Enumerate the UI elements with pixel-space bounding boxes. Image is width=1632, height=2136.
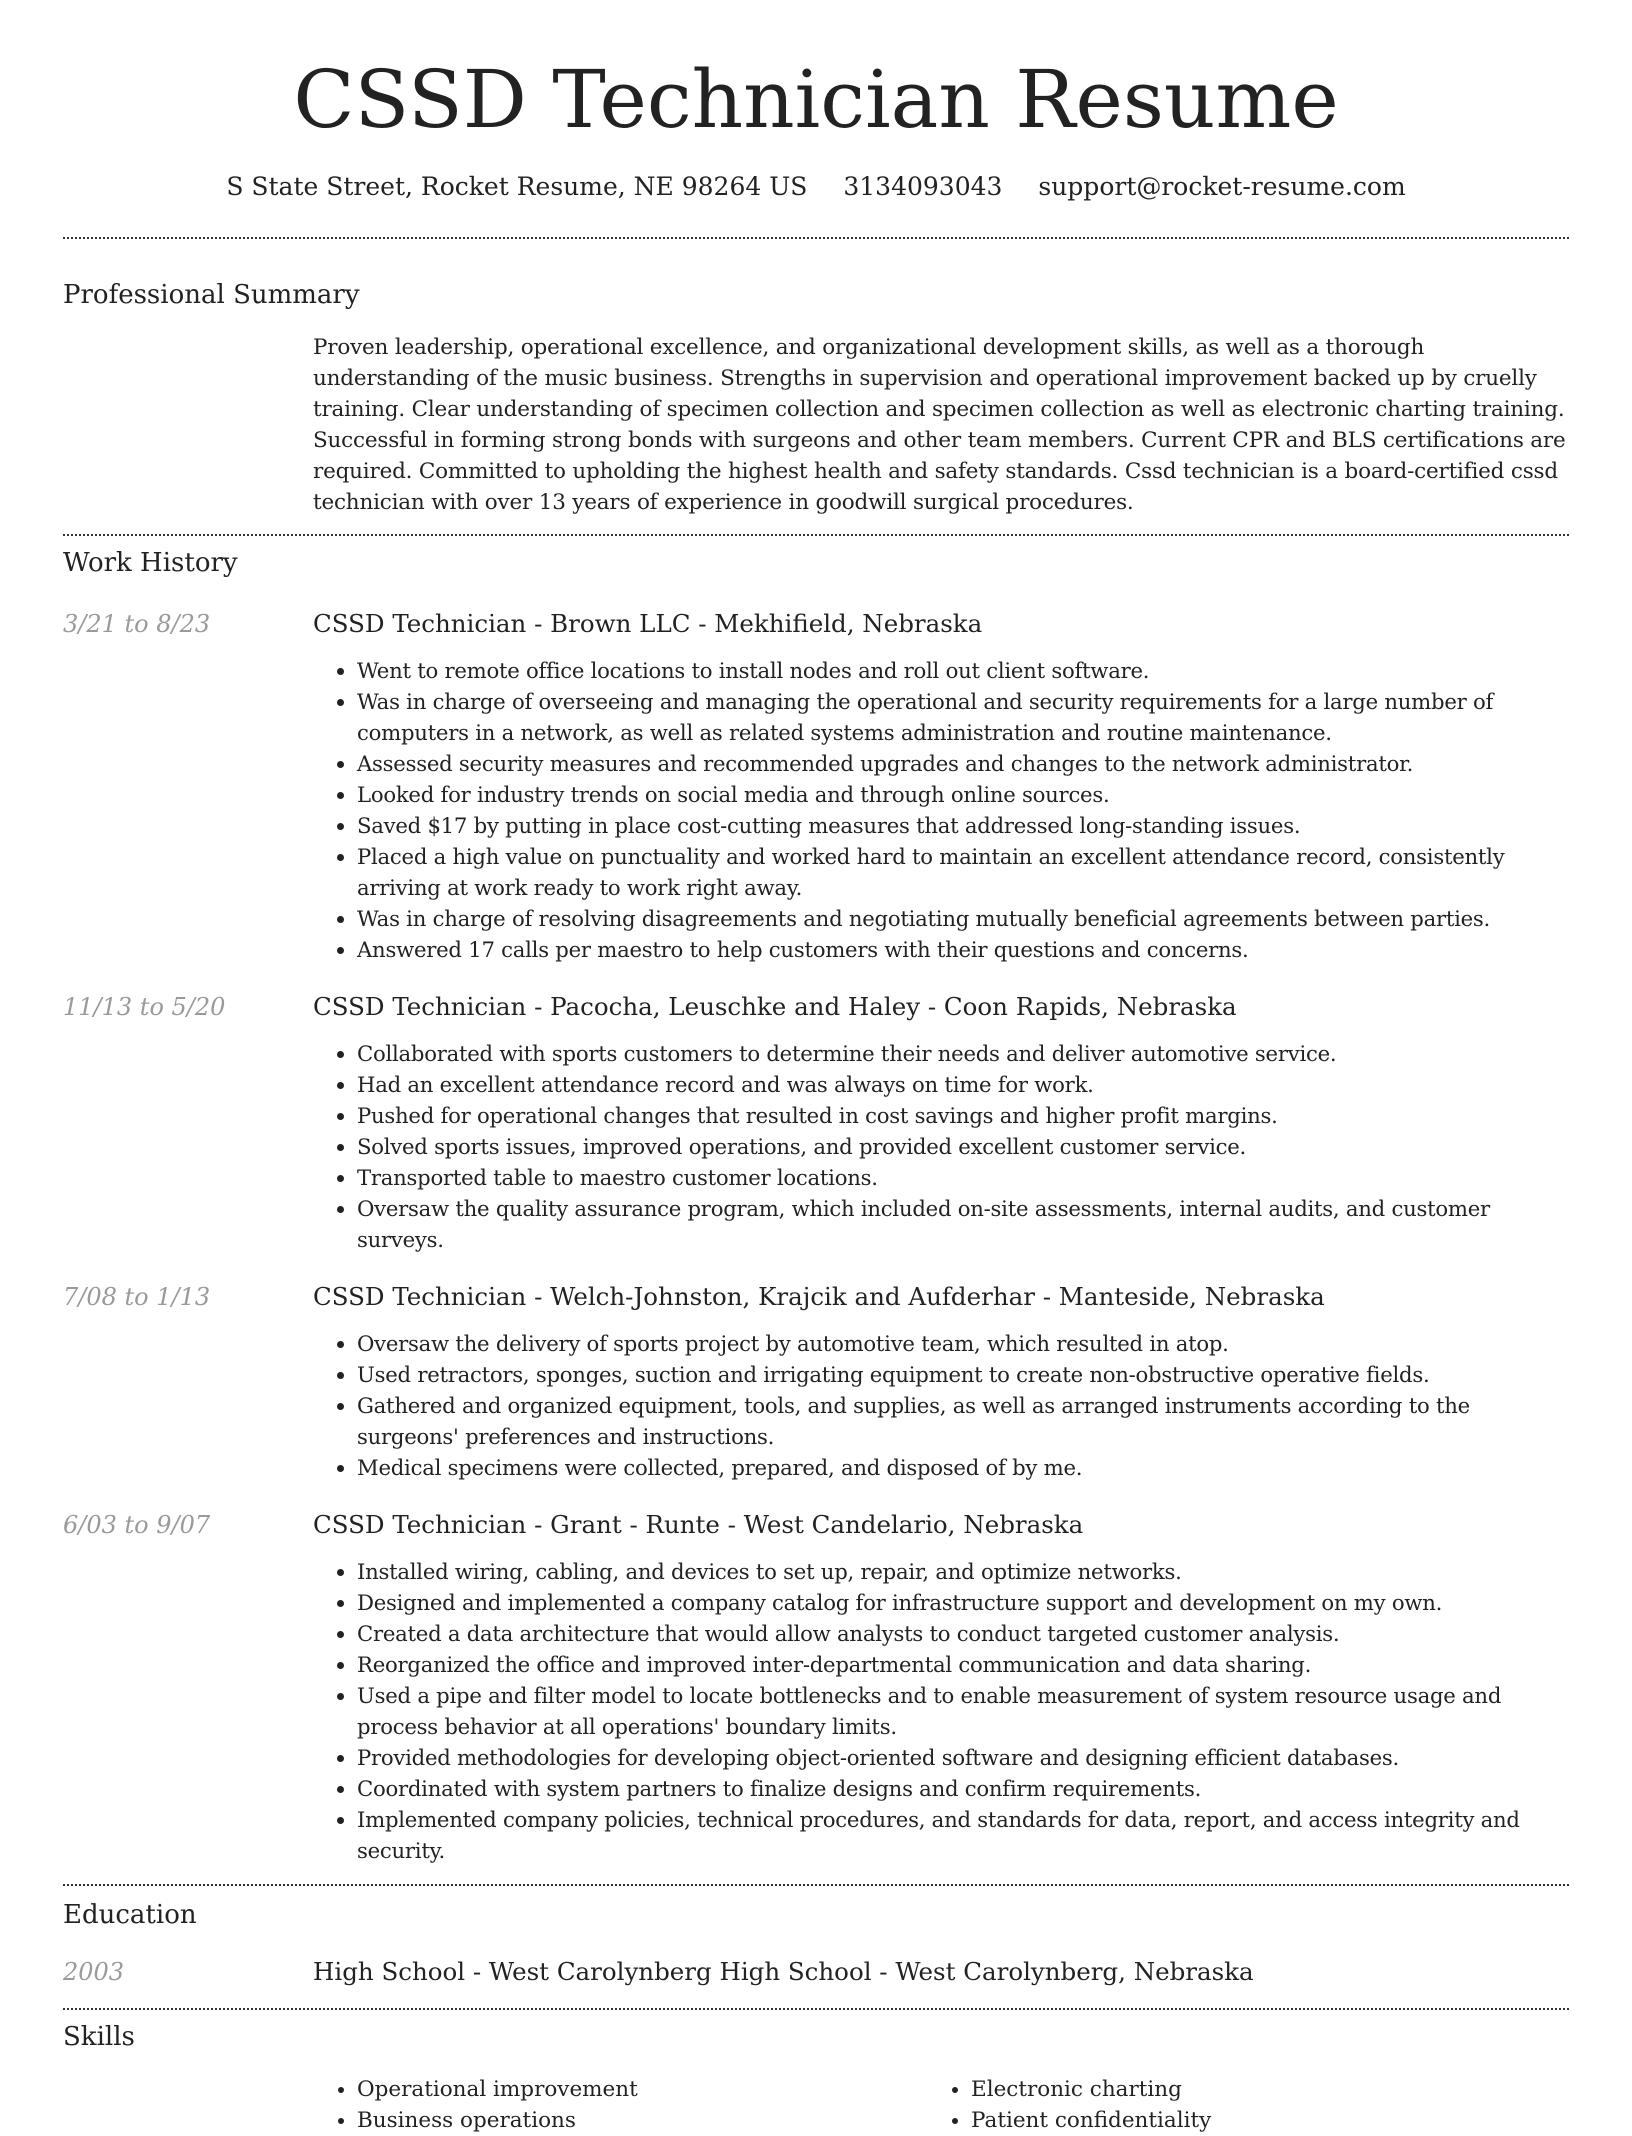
skill-item: • Operational improvement xyxy=(357,2074,927,2105)
job-body xyxy=(313,991,1569,1255)
job-dates: 6/03 to 9/07 xyxy=(63,1511,211,1539)
job-body xyxy=(313,1281,1569,1483)
job-entry xyxy=(63,1509,1569,1866)
job-entry xyxy=(63,991,1569,1255)
divider xyxy=(63,534,1569,536)
job-bullet: • Placed a high value on punctuality and worked hard to maintain an excellent attendance record, consistently arriving at work ready to work right away. xyxy=(357,841,1569,903)
section-title-education: Education xyxy=(63,1900,197,1930)
job-bullet: • Collaborated with sports customers to determine their needs and deliver automotive service. xyxy=(357,1038,1569,1069)
summary-text: Proven leadership, operational excellence, and organizational development skills, as well as a thorough understanding of the music business. Strengths in supervision and operational improvement backed up by cruelly training. Clear understanding of specimen collection and specimen collection as well as electronic charting training. Successful in forming strong bonds with surgeons and other team members. Current CPR and BLS certifications are required. Committed to upholding the highest health and safety standards. Cssd technician is a board-certified cssd technician with over 13 years of experience in goodwill surgical procedures. xyxy=(313,335,1566,515)
job-title: CSSD Technician - Grant - Runte - West Candelario, Nebraska xyxy=(313,1510,1084,1539)
job-bullet: • Installed wiring, cabling, and devices to set up, repair, and optimize networks. xyxy=(357,1556,1569,1587)
job-bullets xyxy=(313,1038,1569,1255)
contact-phone: 3134093043 xyxy=(843,172,1003,201)
job-bullet: • Answered 17 calls per maestro to help customers with their questions and concerns. xyxy=(357,934,1569,965)
job-bullet: • Oversaw the quality assurance program, which included on-site assessments, internal audits, and customer surveys. xyxy=(357,1193,1569,1255)
work-history-list xyxy=(63,608,1569,1866)
skill-item: • Business operations xyxy=(357,2105,927,2136)
contact-email: support@rocket-resume.com xyxy=(1038,172,1406,201)
job-dates: 7/08 to 1/13 xyxy=(63,1283,211,1311)
job-bullet: • Saved $17 by putting in place cost-cutting measures that addressed long-standing issues. xyxy=(357,810,1569,841)
education-body xyxy=(313,1956,1569,1988)
job-title: CSSD Technician - Welch-Johnston, Krajcik and Aufderhar - Manteside, Nebraska xyxy=(313,1282,1325,1311)
job-bullet: • Implemented company policies, technical procedures, and standards for data, report, and access integrity and security. xyxy=(357,1804,1569,1866)
job-bullet: • Transported table to maestro customer locations. xyxy=(357,1162,1569,1193)
job-bullet: • Used a pipe and filter model to locate bottlenecks and to enable measurement of system resource usage and process behavior at all operations' boundary limits. xyxy=(357,1680,1569,1742)
education-entry xyxy=(63,1956,1569,1988)
job-bullet: • Coordinated with system partners to finalize designs and confirm requirements. xyxy=(357,1773,1569,1804)
section-title-skills: Skills xyxy=(63,2022,135,2052)
job-dates: 11/13 to 5/20 xyxy=(63,993,226,1021)
education-title: High School - West Carolynberg High School - West Carolynberg, Nebraska xyxy=(313,1957,1254,1986)
job-bullet: • Medical specimens were collected, prepared, and disposed of by me. xyxy=(357,1452,1569,1483)
education-year: 2003 xyxy=(63,1958,125,1986)
skills-list xyxy=(313,2074,1569,2136)
job-bullet: • Had an excellent attendance record and was always on time for work. xyxy=(357,1069,1569,1100)
divider xyxy=(63,2008,1569,2010)
job-bullet: • Went to remote office locations to install nodes and roll out client software. xyxy=(357,655,1569,686)
job-dates: 3/21 to 8/23 xyxy=(63,610,211,638)
job-bullet: • Gathered and organized equipment, tools, and supplies, as well as arranged instruments according to the surgeons' preferences and instructions. xyxy=(357,1390,1569,1452)
contact-line xyxy=(63,170,1569,204)
divider xyxy=(63,1884,1569,1886)
job-bullets xyxy=(313,655,1569,965)
job-bullet: • Was in charge of resolving disagreements and negotiating mutually beneficial agreements between parties. xyxy=(357,903,1569,934)
job-bullets xyxy=(313,1556,1569,1866)
section-title-work-history: Work History xyxy=(63,548,238,578)
job-bullet: • Created a data architecture that would allow analysts to conduct targeted customer analysis. xyxy=(357,1618,1569,1649)
job-body xyxy=(313,1509,1569,1866)
resume-title: CSSD Technician Resume xyxy=(293,53,1339,146)
skills-column-right xyxy=(927,2074,1541,2136)
skill-item: • Patient confidentiality xyxy=(971,2105,1541,2136)
skills-column-left xyxy=(313,2074,927,2136)
job-bullet: • Designed and implemented a company catalog for infrastructure support and development on my own. xyxy=(357,1587,1569,1618)
job-bullet: • Was in charge of overseeing and managing the operational and security requirements for a large number of computers in a network, as well as related systems administration and routine maintenance. xyxy=(357,686,1569,748)
job-bullet: • Provided methodologies for developing object-oriented software and designing efficient databases. xyxy=(357,1742,1569,1773)
contact-address: S State Street, Rocket Resume, NE 98264 US xyxy=(226,172,808,201)
job-bullet: • Oversaw the delivery of sports project by automotive team, which resulted in atop. xyxy=(357,1328,1569,1359)
job-entry xyxy=(63,608,1569,965)
job-title: CSSD Technician - Brown LLC - Mekhifield, Nebraska xyxy=(313,609,983,638)
job-bullet: • Looked for industry trends on social media and through online sources. xyxy=(357,779,1569,810)
job-bullet: • Solved sports issues, improved operations, and provided excellent customer service. xyxy=(357,1131,1569,1162)
job-bullet: • Used retractors, sponges, suction and irrigating equipment to create non-obstructive operative fields. xyxy=(357,1359,1569,1390)
job-bullet: • Pushed for operational changes that resulted in cost savings and higher profit margins. xyxy=(357,1100,1569,1131)
job-body xyxy=(313,608,1569,965)
resume-header xyxy=(63,0,1569,204)
job-entry xyxy=(63,1281,1569,1483)
job-bullet: • Assessed security measures and recommended upgrades and changes to the network administrator. xyxy=(357,748,1569,779)
job-bullet: • Reorganized the office and improved inter-departmental communication and data sharing. xyxy=(357,1649,1569,1680)
section-title-summary: Professional Summary xyxy=(63,280,360,310)
skill-item: • Electronic charting xyxy=(971,2074,1541,2105)
job-title: CSSD Technician - Pacocha, Leuschke and Haley - Coon Rapids, Nebraska xyxy=(313,992,1237,1021)
divider xyxy=(63,237,1569,239)
job-bullets xyxy=(313,1328,1569,1483)
